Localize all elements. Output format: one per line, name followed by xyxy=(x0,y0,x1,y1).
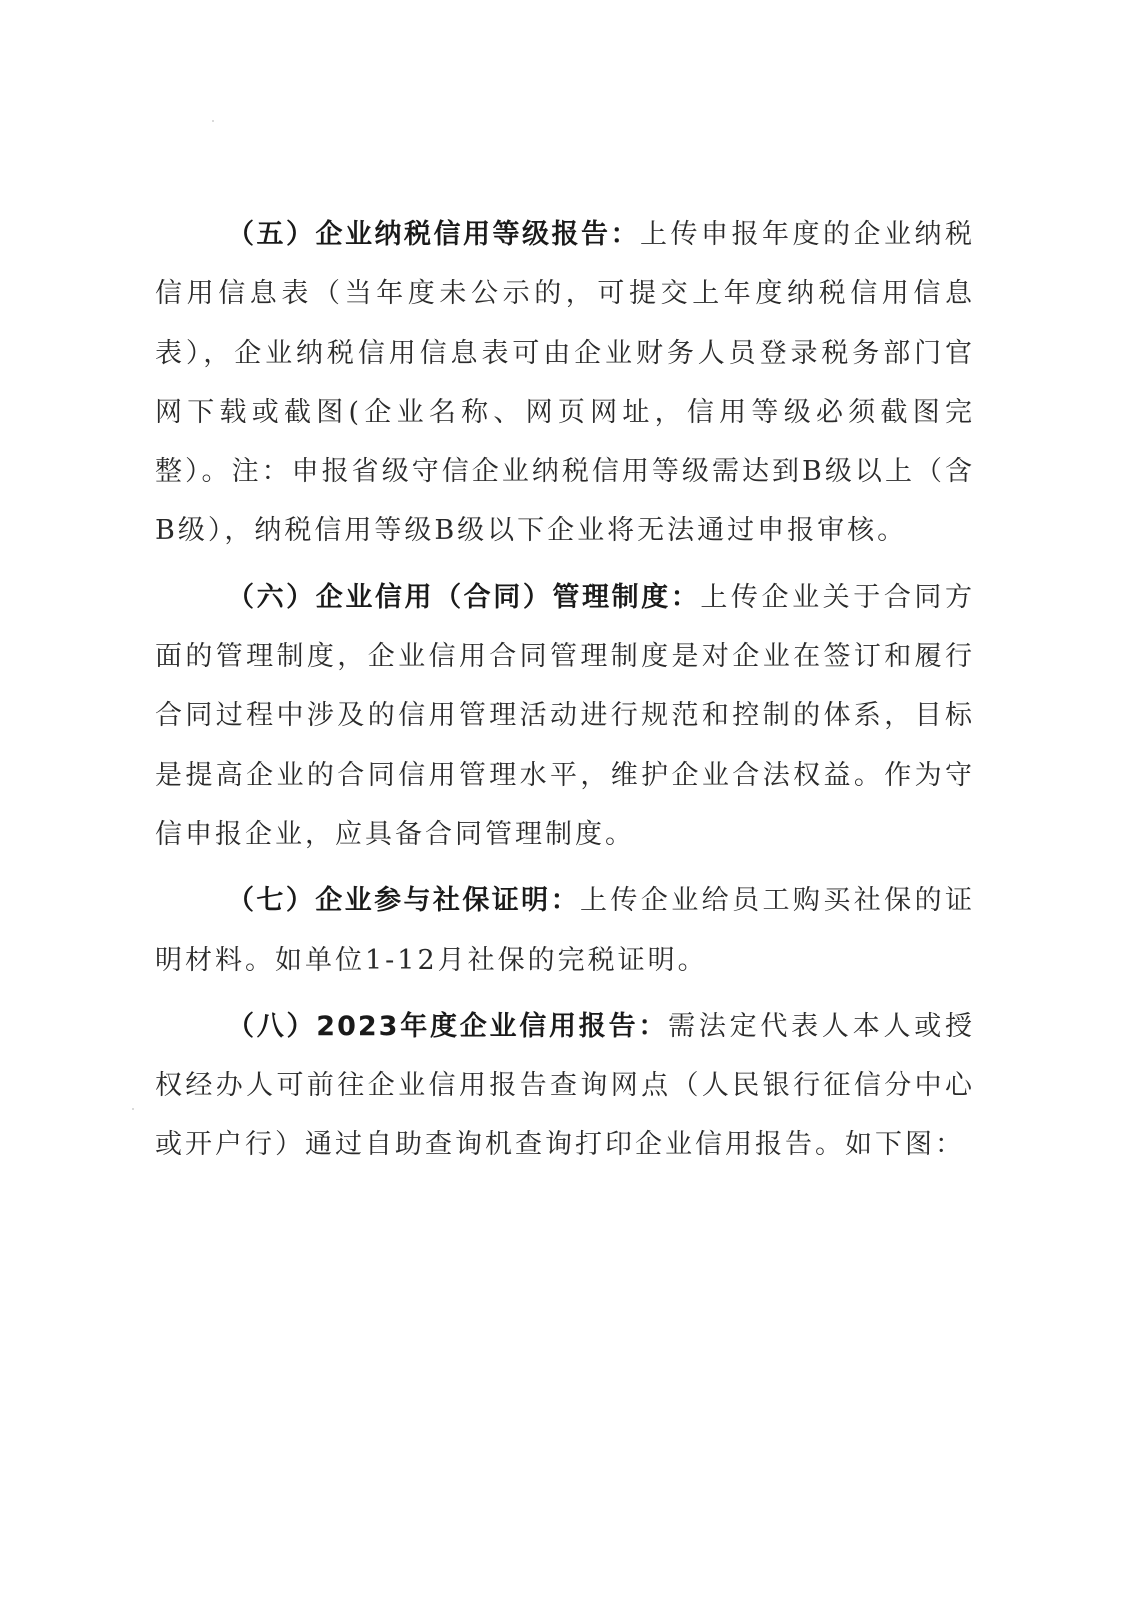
paragraph-heading: （七）企业参与社保证明： xyxy=(227,885,580,917)
paragraph-heading: （五）企业纳税信用等级报告： xyxy=(227,219,640,250)
scan-speck xyxy=(132,1108,134,1110)
paragraph-social-security xyxy=(155,871,975,990)
paragraph-heading: （六）企业信用（合同）管理制度： xyxy=(227,581,701,613)
paragraph-text: 需法定代表人本人或授权经办人可前往企业信用报告查询网点（人民银行征信分中心或开户行）通过自助查询机查询打印企业信用报告。如下图： xyxy=(155,1010,975,1161)
paragraph-credit-report-2023 xyxy=(155,997,975,1175)
paragraph-contract-management xyxy=(155,568,975,864)
document-body xyxy=(155,205,975,1182)
paragraph-text: 上传企业关于合同方面的管理制度，企业信用合同管理制度是对企业在签订和履行合同过程中涉及的信用管理活动进行规范和控制的体系，目标是提高企业的合同信用管理水平，维护企业合法权益。作为守信申报企业，应具备合同管理制度。 xyxy=(155,581,976,850)
paragraph-text: 上传企业给员工购买社保的证明材料。如单位1-12月社保的完税证明。 xyxy=(155,885,975,976)
paragraph-tax-credit-report xyxy=(155,205,975,561)
paragraph-heading: （八）2023年度企业信用报告： xyxy=(227,1010,669,1042)
scan-speck xyxy=(212,120,214,122)
paragraph-text: 上传申报年度的企业纳税信用信息表（当年度未公示的，可提交上年度纳税信用信息表），企业纳税信用信息表可由企业财务人员登录税务部门官网下载或截图(企业名称、网页网址，信用等级必须截图完整）。注：申报省级守信企业纳税信用等级需达到B级以上（含B级），纳税信用等级B级以下企业将无法通过申报审核。 xyxy=(155,219,975,547)
